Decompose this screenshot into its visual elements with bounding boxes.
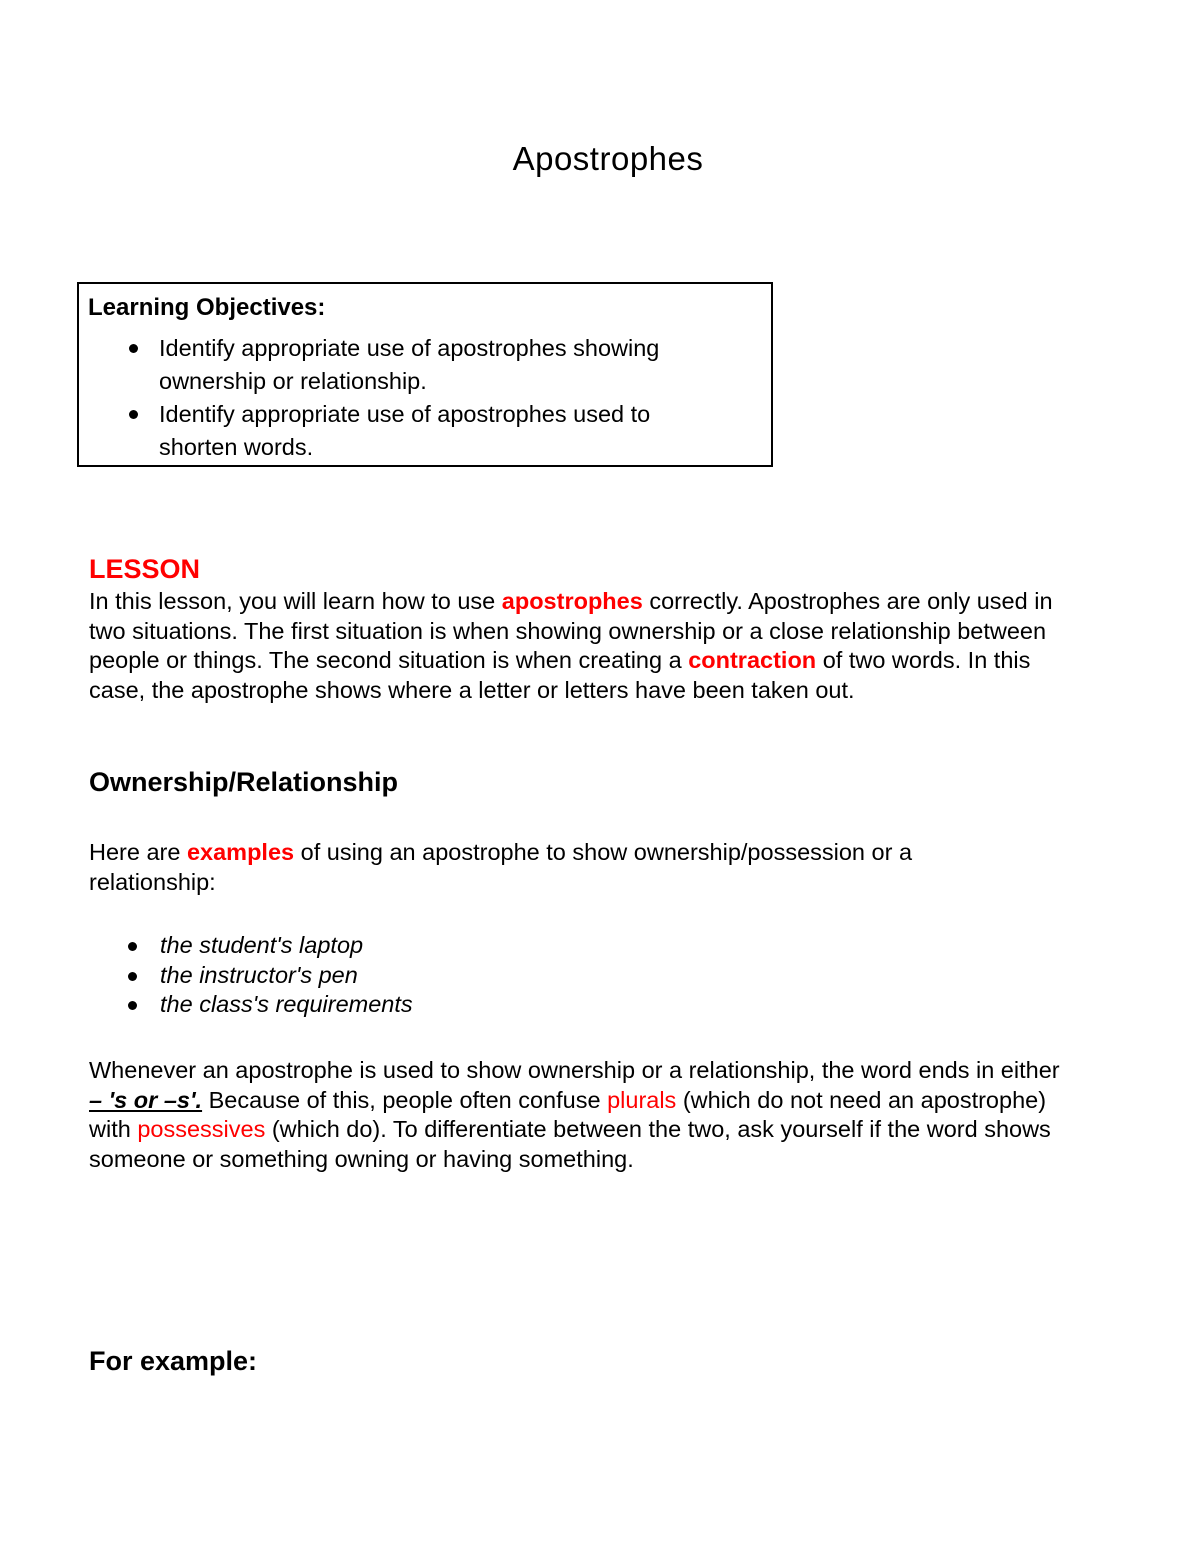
- keyword-contraction: contraction: [688, 647, 817, 673]
- example-text: the class's requirements: [160, 991, 413, 1017]
- keyword-possessives: possessives: [137, 1116, 266, 1142]
- text-run: Because of this, people often confuse: [202, 1086, 608, 1113]
- list-item: [79, 398, 719, 464]
- section-heading-ownership: Ownership/Relationship: [89, 767, 399, 797]
- objective-text: Identify appropriate use of apostrophes showing ownership or relationship.: [159, 335, 660, 394]
- example-text: the student's laptop: [160, 932, 364, 958]
- keyword-apostrophes: apostrophes: [501, 588, 643, 614]
- objective-text: Identify appropriate use of apostrophes used to shorten words.: [159, 401, 651, 460]
- explanation-paragraph: [89, 1056, 1069, 1174]
- text-run: correctly. Apostrophes are only used in two situations. The first situation is when showing ownership or a close relationship between people or things. The second situation is when creating a: [89, 588, 1053, 673]
- text-run: of two words. In this case, the apostrophe shows where a letter or letters have been taken out.: [89, 647, 1031, 703]
- bullet-icon: [128, 972, 137, 981]
- ending-forms: – 's or –s'.: [89, 1086, 203, 1113]
- bullet-icon: [128, 1001, 137, 1010]
- examples-list: [89, 931, 413, 1020]
- examples-intro-paragraph: [89, 838, 1019, 897]
- keyword-plurals: plurals: [607, 1086, 677, 1113]
- bullet-icon: [128, 942, 137, 951]
- lesson-paragraph: [89, 587, 1069, 705]
- text-run: In this lesson, you will learn how to use: [89, 588, 502, 614]
- text-run: of using an apostrophe to show ownership/possession or a relationship:: [89, 839, 913, 895]
- text-run: (which do). To differentiate between the two, ask yourself if the word shows someone or something owning or having something.: [89, 1116, 1051, 1172]
- page-title: Apostrophes: [512, 140, 704, 177]
- text-run: Whenever an apostrophe is used to show ownership or a relationship, the word ends in either: [89, 1057, 1060, 1083]
- list-item: [89, 961, 413, 991]
- for-example-heading: For example:: [89, 1346, 258, 1376]
- keyword-examples: examples: [186, 839, 295, 865]
- example-text: the instructor's pen: [160, 961, 358, 988]
- learning-objectives-box: [77, 282, 773, 467]
- objectives-list: [79, 332, 719, 464]
- text-run: (which do not need an apostrophe) with: [89, 1086, 1047, 1142]
- lesson-heading: LESSON: [89, 554, 201, 584]
- bullet-icon: [129, 410, 138, 419]
- list-item: [89, 931, 413, 961]
- text-run: Here are: [89, 839, 187, 865]
- objectives-heading: Learning Objectives:: [88, 294, 326, 321]
- list-item: [89, 990, 413, 1020]
- bullet-icon: [129, 344, 138, 353]
- list-item: [79, 332, 719, 398]
